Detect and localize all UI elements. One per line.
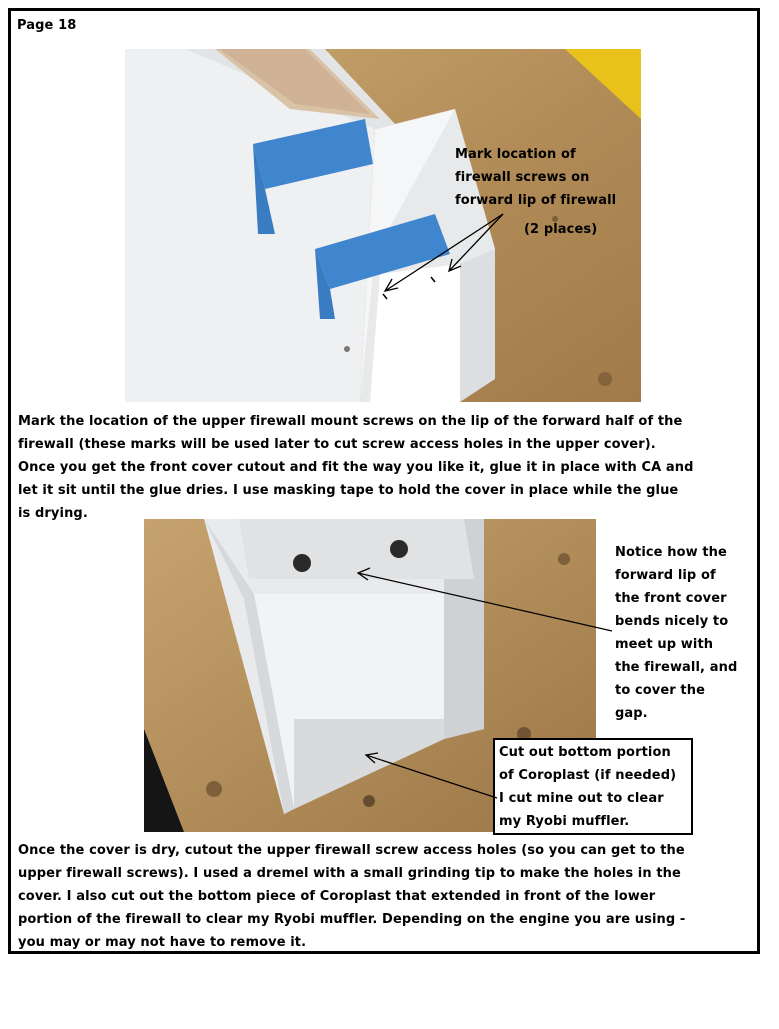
callout-mark-firewall-screws: Mark location of firewall screws on forward lip of firewall <box>455 147 617 208</box>
callout-lip-bends: Notice how the forward lip of the front cover bends nicely to meet up with the firewall, and to cover the gap. <box>615 545 738 721</box>
callout-box-cut-coroplast <box>493 738 693 835</box>
paragraph-mark-and-glue: Mark the location of the upper firewall mount screws on the lip of the forward half of the firewall (these marks will be used later to cut screw access holes in the upper cover). Once you get the front cover cutout and fit the way you like it, glue it in place with CA and let it sit until the glue dries. I use masking tape to hold the cover in place while the glue is drying. <box>18 414 694 521</box>
paragraph-cutout-holes: Once the cover is dry, cutout the upper firewall screw access holes (so you can get to the upper firewall screws). I used a dremel with a small grinding tip to make the holes in the cover. I also cut out the bottom piece of Coroplast that extended in front of the lower portion of the firewall to clear my Ryobi muffler. Depending on the engine you are using - you may or may not have to remove it. <box>18 843 686 950</box>
page-number: Page 18 <box>17 18 77 33</box>
callout-cut-coroplast-text: Cut out bottom portion of Coroplast (if needed) I cut mine out to clear my Ryobi muffler. <box>499 745 677 829</box>
callout-two-places: (2 places) <box>524 222 598 237</box>
